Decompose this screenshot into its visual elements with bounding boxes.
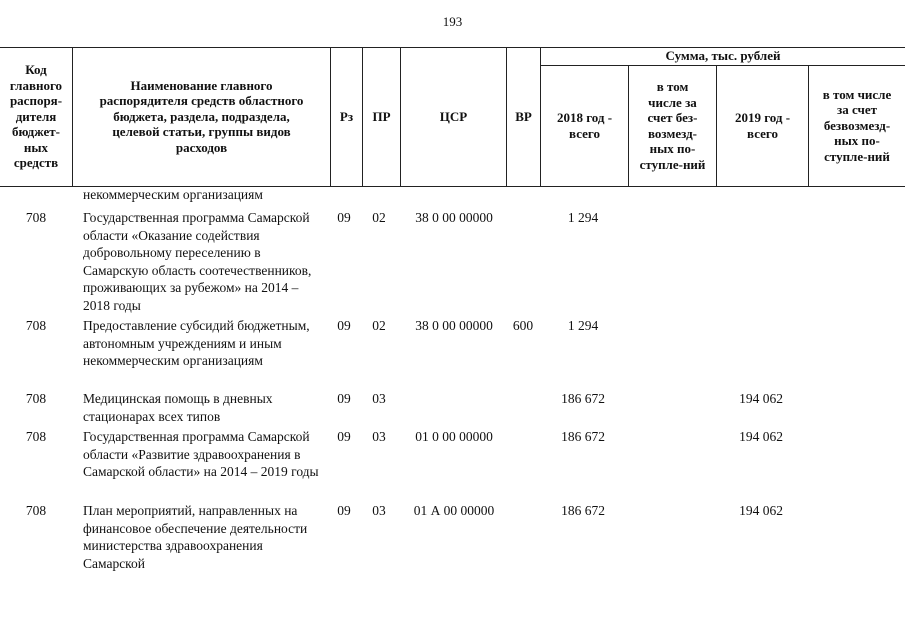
row-2019: 194 062 (739, 503, 783, 518)
row-2019: 194 062 (739, 391, 783, 406)
header-code: Код главного распоря-дителя бюджет-ных средств (9, 62, 63, 171)
row-csr: 38 0 00 00000 (415, 318, 493, 333)
header-name: Наименование главного распорядителя средств областного бюджета, раздела, подраздела, целевой статьи, группы видов расходов (72, 47, 330, 186)
row-name: План мероприятий, направленных на финансовое обеспечение деятельности министерства здравоохранения Самарской (83, 503, 308, 571)
row-csr: 01 А 00 00000 (413, 503, 495, 518)
row-2018: 186 672 (561, 429, 605, 444)
header-top-border (0, 47, 905, 48)
row-code: 708 (25, 318, 47, 333)
row-rz: 09 (337, 503, 351, 518)
header-rz: Рз (330, 47, 362, 186)
row-2018: 1 294 (567, 210, 599, 225)
row-rz: 09 (337, 318, 351, 333)
header-vr: ВР (506, 47, 540, 186)
header-csr: ЦСР (400, 47, 506, 186)
row-2019: 194 062 (739, 429, 783, 444)
row-2018: 186 672 (561, 503, 605, 518)
row-pr: 03 (372, 391, 386, 406)
header-sum-title: Сумма, тыс. рублей (540, 47, 905, 65)
row-csr: 38 0 00 00000 (415, 210, 493, 225)
header-sum-divider (540, 65, 905, 66)
row-2018: 186 672 (561, 391, 605, 406)
row-pr: 02 (372, 210, 386, 225)
header-2019-total: 2019 год - всего (716, 65, 808, 186)
row-rz: 09 (337, 429, 351, 444)
row-vr: 600 (512, 318, 534, 333)
header-2019-free: в том числе за счет безвозмезд-ных по-ступле-ний (808, 65, 905, 186)
row-2018: 1 294 (567, 318, 599, 333)
row-pr: 02 (372, 318, 386, 333)
row-name: Государственная программа Самарской области «Оказание содействия добровольному переселению в Самарскую область соотечественников, проживающих за рубежом» на 2014 – 2018 годы (83, 210, 312, 313)
header-2018-total: 2018 год - всего (540, 65, 628, 186)
continuation-text: некоммерческим организациям (83, 187, 263, 202)
row-pr: 03 (372, 429, 386, 444)
row-rz: 09 (337, 210, 351, 225)
row-name: Предоставление субсидий бюджетным, автономным учреждениям и иным некоммерческим организациям (83, 318, 310, 368)
page-number: 193 (442, 14, 463, 29)
row-code: 708 (25, 210, 47, 225)
header-pr: ПР (362, 47, 400, 186)
row-code: 708 (25, 391, 47, 406)
row-name: Медицинская помощь в дневных стационарах всех типов (83, 391, 273, 424)
row-csr: 01 0 00 00000 (415, 429, 493, 444)
row-pr: 03 (372, 503, 386, 518)
row-code: 708 (25, 429, 47, 444)
row-code: 708 (25, 503, 47, 518)
row-name: Государственная программа Самарской области «Развитие здравоохранения в Самарской области» на 2014 – 2019 годы (83, 429, 319, 479)
row-rz: 09 (337, 391, 351, 406)
header-2018-free: в том числе за счет без-возмезд-ных по-ступле-ний (628, 65, 716, 186)
